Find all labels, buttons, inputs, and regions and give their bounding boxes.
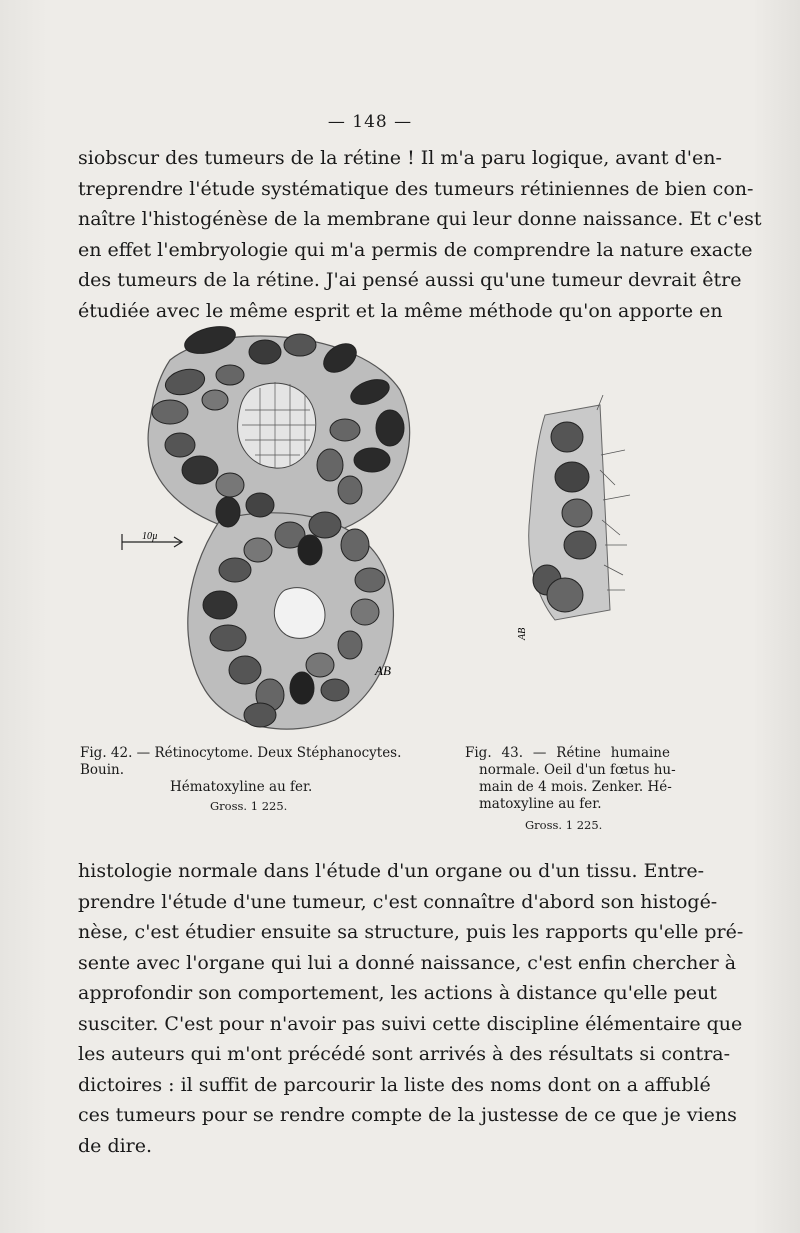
text-line: étudiée avec le même esprit et la même méthode qu'on apporte en [78, 299, 723, 322]
caption-line: Fig. 42. — Rétinocytome. Deux Stéphanocytes. Bouin. [80, 745, 402, 778]
text-line: histologie normale dans l'étude d'un organe ou d'un tissu. Entre- [78, 860, 705, 882]
text-line: ces tumeurs pour se rendre compte de la justesse de ce que je viens [78, 1104, 737, 1126]
figure-42-drawing [110, 320, 430, 740]
artist-signature: AB [517, 627, 528, 640]
paragraph-top [78, 143, 762, 326]
text-line: approfondir son comportement, les actions à distance qu'elle peut [78, 982, 717, 1004]
caption-line: Hématoxyline au fer. [170, 779, 313, 795]
page-number: — 148 — [327, 112, 413, 132]
text-line: naître l'histogénèse de la membrane qui leur donne naissance. Et c'est [78, 208, 762, 230]
text-line: prendre l'étude d'une tumeur, c'est connaître d'abord son histogé- [78, 890, 718, 913]
figure-42-illustration [110, 320, 430, 740]
scale-label: 10µ [142, 531, 158, 542]
paragraph-bottom [78, 856, 744, 1161]
caption-line: normale. Oeil d'un fœtus hu- [479, 762, 676, 778]
text-line: siobscur des tumeurs de la rétine ! Il m'a paru logique, avant d'en- [78, 147, 722, 169]
text-line: des tumeurs de la rétine. J'ai pensé aussi qu'une tumeur devrait être [78, 269, 742, 291]
figure-43-caption [465, 745, 676, 834]
figure-42-caption [80, 745, 440, 815]
text-line: nèse, c'est étudier ensuite sa structure, puis les rapports qu'elle pré- [78, 921, 744, 943]
figure-43-drawing [505, 395, 650, 660]
text-line: dictoires : il suffit de parcourir la liste des noms dont on a affublé [78, 1073, 711, 1096]
text-line: en effet l'embryologie qui m'a permis de comprendre la nature exacte [78, 238, 753, 261]
caption-line: matoxyline au fer. [479, 796, 602, 812]
text-line: de dire. [78, 1134, 153, 1157]
caption-line: Fig. 43. — Rétine humaine [465, 745, 670, 761]
figure-43-illustration [505, 395, 650, 660]
magnification-label: Gross. 1 225. [210, 799, 288, 813]
text-line: les auteurs qui m'ont précédé sont arrivés à des résultats si contra- [78, 1043, 731, 1065]
text-line: treprendre l'étude systématique des tumeurs rétiniennes de bien con- [78, 177, 754, 200]
caption-line: main de 4 mois. Zenker. Hé- [479, 779, 672, 795]
artist-signature: AB [375, 663, 391, 678]
magnification-label: Gross. 1 225. [525, 818, 603, 832]
text-line: susciter. C'est pour n'avoir pas suivi cette discipline élémentaire que [78, 1012, 743, 1035]
text-line: sente avec l'organe qui lui a donné naissance, c'est enfin chercher à [78, 951, 737, 974]
